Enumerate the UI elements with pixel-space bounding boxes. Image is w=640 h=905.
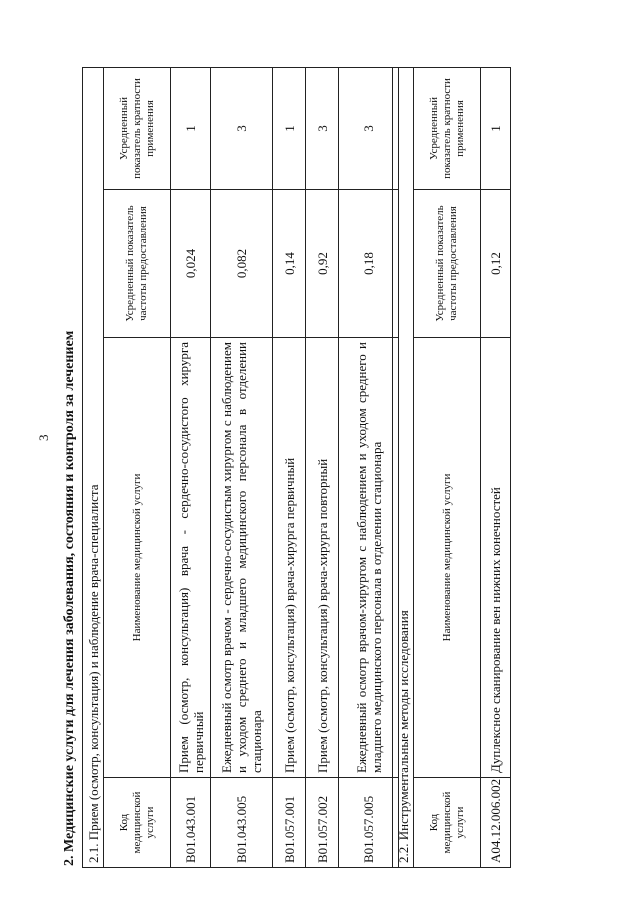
cell-multiplicity: 1 [273,67,306,189]
cell-name: Ежедневный осмотр врачом-хирургом с наблюдением и уходом среднего и младшего медицинского персонала в отделении стационара [339,338,399,778]
cell-multiplicity: 3 [306,67,339,189]
subsection-title: 2.2. Инструментальные методы исследования [393,67,414,867]
table-row [306,67,339,867]
table-consultations [82,67,399,868]
cell-name: Дуплексное сканирование вен нижних конечностей [481,338,511,778]
cell-name: Прием (осмотр, консультация) врача-хирурга первичный [273,338,306,778]
table-row [339,67,399,867]
cell-frequency: 0,14 [273,190,306,338]
table-row [211,67,273,867]
table-instrumental [392,67,511,868]
cell-code: B01.057.002 [306,778,339,868]
cell-multiplicity: 3 [211,67,273,189]
cell-name: Ежедневный осмотр врачом - сердечно-сосудистым хирургом с наблюдением и уходом среднего и младшего медицинского персонала в отделении стационара [211,338,273,778]
section-title: 2. Медицинские услуги для лечения заболевания, состояния и контроля за лечением [62,330,77,866]
cell-frequency: 0,024 [171,190,211,338]
cell-frequency: 0,92 [306,190,339,338]
header-code: Код медицинской услуги [414,778,481,868]
page-number: 3 [36,434,51,441]
cell-frequency: 0,18 [339,190,399,338]
header-name: Наименование медицинской услуги [104,338,171,778]
cell-multiplicity: 1 [171,67,211,189]
cell-code: B01.043.005 [211,778,273,868]
cell-multiplicity: 1 [481,67,511,189]
table-row [273,67,306,867]
cell-frequency: 0,082 [211,190,273,338]
cell-code: B01.057.001 [273,778,306,868]
cell-multiplicity: 3 [339,67,399,189]
table-row [481,67,511,867]
table-row [171,67,211,867]
header-frequency: Усредненный показатель частоты предоставления [414,190,481,338]
header-code: Код медицинской услуги [104,778,171,868]
header-frequency: Усредненный показатель частоты предоставления [104,190,171,338]
document-sheet [58,68,518,868]
cell-code: A04.12.006.002 [481,778,511,868]
subsection-title: 2.1. Прием (осмотр, консультация) и наблюдение врача-специалиста [83,67,104,867]
header-multiplicity: Усредненный показатель кратности применения [414,67,481,189]
cell-code: B01.043.001 [171,778,211,868]
cell-name: Прием (осмотр, консультация) врача-хирурга повторный [306,338,339,778]
cell-code: B01.057.005 [339,778,399,868]
cell-name: Прием (осмотр, консультация) врача - сердечно-сосудистого хирурга первичный [171,338,211,778]
cell-frequency: 0,12 [481,190,511,338]
header-name: Наименование медицинской услуги [414,338,481,778]
header-multiplicity: Усредненный показатель кратности применения [104,67,171,189]
